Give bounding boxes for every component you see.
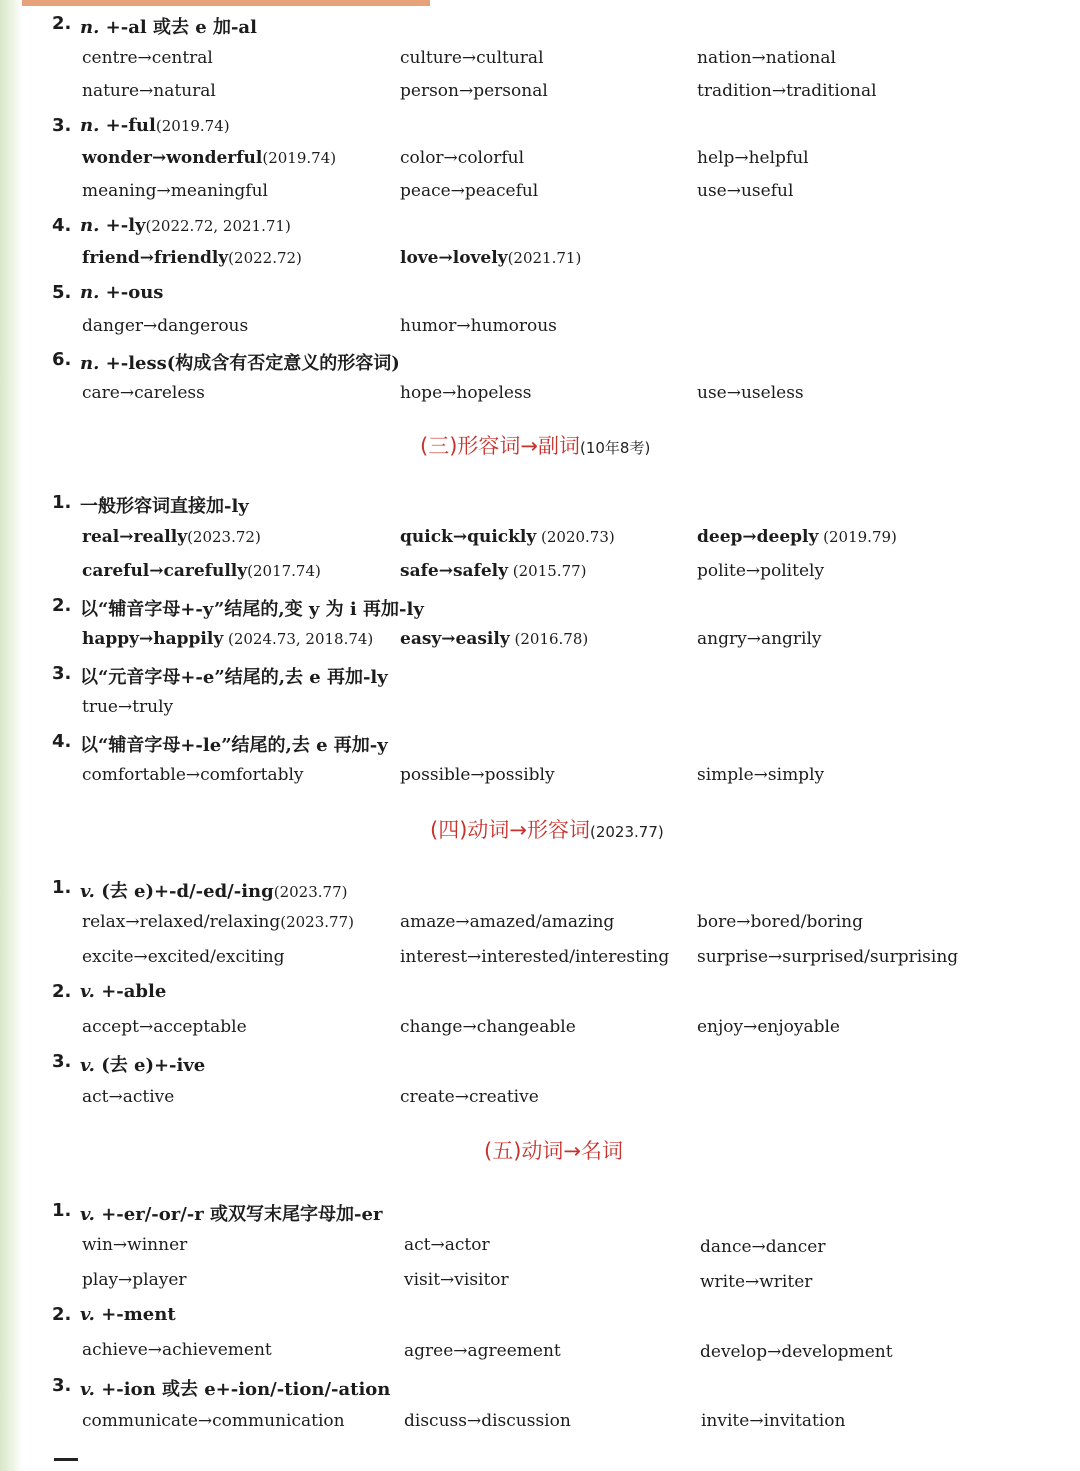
word-pair: deep→deeply (2019.79) [697,527,897,547]
page-edge-strip [0,0,22,1471]
rule-heading: v. +-ion 或去 e+-ion/-tion/-ation [80,1379,391,1400]
word-pair: possible→possibly [400,765,555,785]
item-number: 2. [52,1304,72,1325]
word-pair: quick→quickly (2020.73) [400,527,615,547]
word-pair: surprise→surprised/surprising [697,947,959,967]
word-pair: careful→carefully(2017.74) [82,561,321,581]
word-pair: visit→visitor [404,1270,509,1290]
word-pair: wonder→wonderful(2019.74) [82,148,337,168]
word-pair: dance→dancer [700,1237,826,1257]
word-pair: accept→acceptable [82,1017,247,1037]
word-pair: communicate→communication [82,1411,345,1431]
word-pair: true→truly [82,697,174,717]
rule-heading: v. +-ment [80,1304,176,1325]
word-pair: help→helpful [697,148,809,168]
item-number: 2. [52,13,72,34]
rule-heading: 以“辅音字母+-y”结尾的,变 y 为 i 再加-ly [80,599,424,620]
word-pair: relax→relaxed/relaxing(2023.77) [82,912,354,932]
item-number: 3. [52,1375,72,1396]
item-number: 5. [52,282,72,303]
word-pair: meaning→meaningful [82,181,268,201]
item-number: 1. [52,1200,72,1221]
word-pair: care→careless [82,383,205,403]
word-pair: interest→interested/interesting [400,947,670,967]
word-pair: act→actor [404,1235,490,1255]
word-pair: tradition→traditional [697,81,877,101]
word-pair: person→personal [400,81,548,101]
word-pair: achieve→achievement [82,1340,272,1360]
word-pair: change→changeable [400,1017,576,1037]
word-pair: win→winner [82,1235,188,1255]
section-title: (三)形容词→副词(10年8考) [420,434,651,458]
word-pair: agree→agreement [404,1341,561,1361]
top-accent-bar [22,0,430,6]
word-pair: comfortable→comfortably [82,765,304,785]
rule-heading: 以“元音字母+-e”结尾的,去 e 再加-ly [80,667,388,688]
item-number: 2. [52,981,72,1002]
rule-heading: n. +-al 或去 e 加-al [80,17,257,38]
rule-heading: v. +-er/-or/-r 或双写末尾字母加-er [80,1204,383,1225]
word-pair: humor→humorous [400,316,557,336]
word-pair: easy→easily (2016.78) [400,629,589,649]
word-pair: write→writer [700,1272,813,1292]
word-pair: nature→natural [82,81,216,101]
word-pair: play→player [82,1270,187,1290]
word-pair: safe→safely (2015.77) [400,561,587,581]
item-number: 3. [52,1051,72,1072]
item-number: 1. [52,492,72,513]
item-number: 4. [52,215,72,236]
word-pair: centre→central [82,48,213,68]
word-pair: love→lovely(2021.71) [400,248,582,268]
item-number: 3. [52,115,72,136]
word-pair: danger→dangerous [82,316,249,336]
item-number: 3. [52,663,72,684]
word-pair: angry→angrily [697,629,822,649]
word-pair: peace→peaceful [400,181,539,201]
rule-heading: n. +-less(构成含有否定意义的形容词) [80,353,400,374]
rule-heading: v. (去 e)+-d/-ed/-ing(2023.77) [80,881,348,902]
word-pair: enjoy→enjoyable [697,1017,840,1037]
word-pair: excite→excited/exciting [82,947,285,967]
word-pair: amaze→amazed/amazing [400,912,615,932]
word-pair: simple→simply [697,765,825,785]
word-pair: bore→bored/boring [697,912,863,932]
rule-heading: n. +-ous [80,282,164,303]
word-pair: culture→cultural [400,48,544,68]
word-pair: use→useless [697,383,804,403]
word-pair: real→really(2023.72) [82,527,261,547]
word-pair: invite→invitation [701,1411,846,1431]
word-pair: hope→hopeless [400,383,532,403]
word-pair: develop→development [700,1342,893,1362]
rule-heading: n. +-ful(2019.74) [80,115,230,136]
word-pair: polite→politely [697,561,825,581]
word-pair: discuss→discussion [404,1411,571,1431]
word-pair: use→useful [697,181,794,201]
word-pair: color→colorful [400,148,525,168]
rule-heading: n. +-ly(2022.72, 2021.71) [80,215,291,236]
rule-heading: v. +-able [80,981,167,1002]
section-title: (五)动词→名词 [484,1139,623,1163]
item-number: 2. [52,595,72,616]
rule-heading: 以“辅音字母+-le”结尾的,去 e 再加-y [80,735,388,756]
section-title: (四)动词→形容词(2023.77) [430,818,664,842]
rule-heading: 一般形容词直接加-ly [80,496,249,517]
word-pair: act→active [82,1087,175,1107]
rule-heading: v. (去 e)+-ive [80,1055,206,1076]
item-number: 4. [52,731,72,752]
word-pair: create→creative [400,1087,539,1107]
word-pair: happy→happily (2024.73, 2018.74) [82,629,374,649]
word-pair: friend→friendly(2022.72) [82,248,302,268]
item-number: 6. [52,349,72,370]
footer-mark [54,1458,78,1461]
word-pair: nation→national [697,48,836,68]
item-number: 1. [52,877,72,898]
